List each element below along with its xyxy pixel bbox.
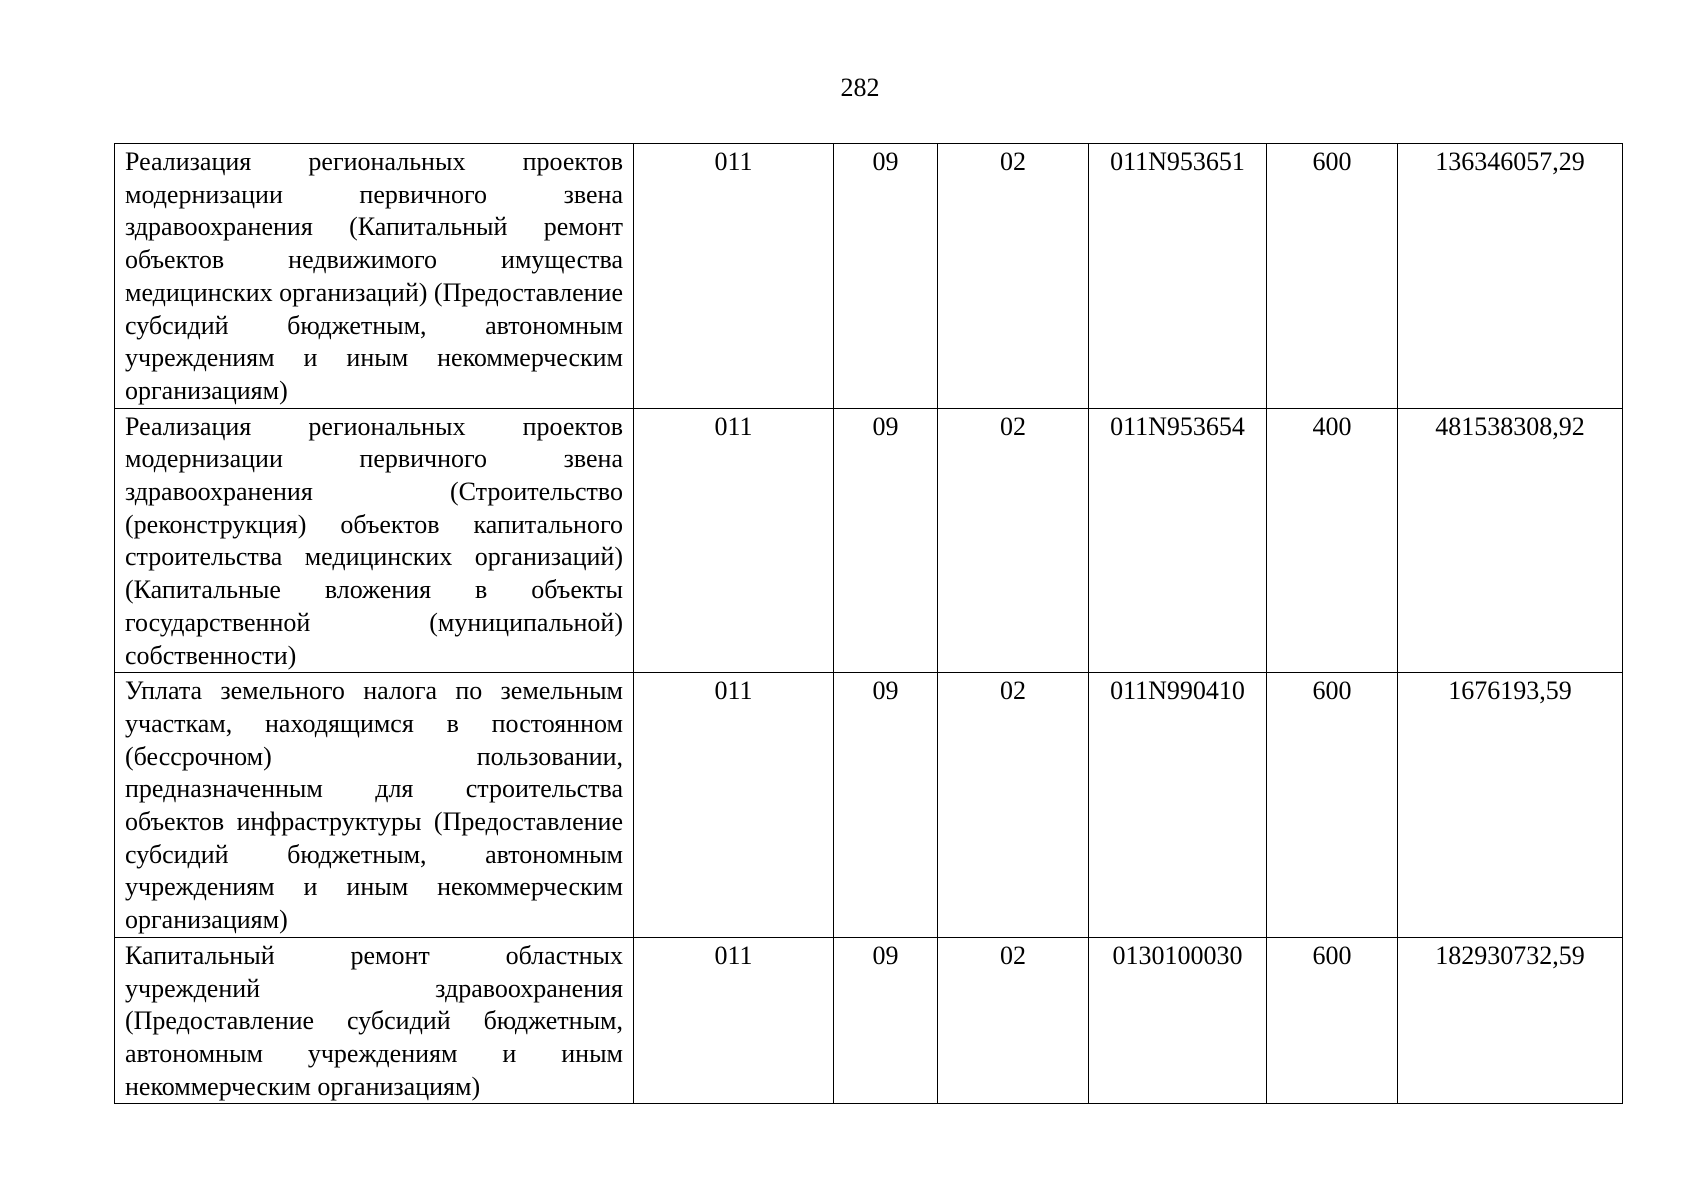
ministry-code: 011 — [634, 144, 834, 409]
expense-description: Уплата земельного налога по земельным участкам, находящимся в постоянном (бессрочном) пользовании, предназначенным для строительства объектов инфраструктуры (Предоставление субсидий бюджетным, автономным учреждениям и иным некоммерческим организациям) — [115, 673, 634, 938]
section-code: 09 — [834, 408, 938, 673]
target-article-code: 011N953651 — [1089, 144, 1267, 409]
budget-table — [114, 143, 1623, 1104]
target-article-code: 011N953654 — [1089, 408, 1267, 673]
amount: 182930732,59 — [1398, 937, 1623, 1104]
ministry-code: 011 — [634, 937, 834, 1104]
table-row — [115, 937, 1623, 1104]
section-code: 09 — [834, 144, 938, 409]
expense-description: Реализация региональных проектов модернизации первичного звена здравоохранения (Строительство (реконструкция) объектов капитального строительства медицинских организаций) (Капитальные вложения в объекты государственной (муниципальной) собственности) — [115, 408, 634, 673]
target-article-code: 0130100030 — [1089, 937, 1267, 1104]
ministry-code: 011 — [634, 408, 834, 673]
section-code: 09 — [834, 937, 938, 1104]
page-number: 282 — [840, 73, 880, 102]
table-row — [115, 673, 1623, 938]
table-row — [115, 408, 1623, 673]
subsection-code: 02 — [938, 144, 1089, 409]
expense-type-code: 600 — [1267, 144, 1398, 409]
subsection-code: 02 — [938, 673, 1089, 938]
subsection-code: 02 — [938, 408, 1089, 673]
ministry-code: 011 — [634, 673, 834, 938]
expense-type-code: 400 — [1267, 408, 1398, 673]
expense-description: Капитальный ремонт областных учреждений здравоохранения (Предоставление субсидий бюджетным, автономным учреждениям и иным некоммерческим организациям) — [115, 937, 634, 1104]
table-row — [115, 144, 1623, 409]
amount: 481538308,92 — [1398, 408, 1623, 673]
target-article-code: 011N990410 — [1089, 673, 1267, 938]
expense-type-code: 600 — [1267, 937, 1398, 1104]
subsection-code: 02 — [938, 937, 1089, 1104]
amount: 136346057,29 — [1398, 144, 1623, 409]
expense-description: Реализация региональных проектов модернизации первичного звена здравоохранения (Капитальный ремонт объектов недвижимого имущества медицинских организаций) (Предоставление субсидий бюджетным, автономным учреждениям и иным некоммерческим организациям) — [115, 144, 634, 409]
expense-type-code: 600 — [1267, 673, 1398, 938]
amount: 1676193,59 — [1398, 673, 1623, 938]
section-code: 09 — [834, 673, 938, 938]
